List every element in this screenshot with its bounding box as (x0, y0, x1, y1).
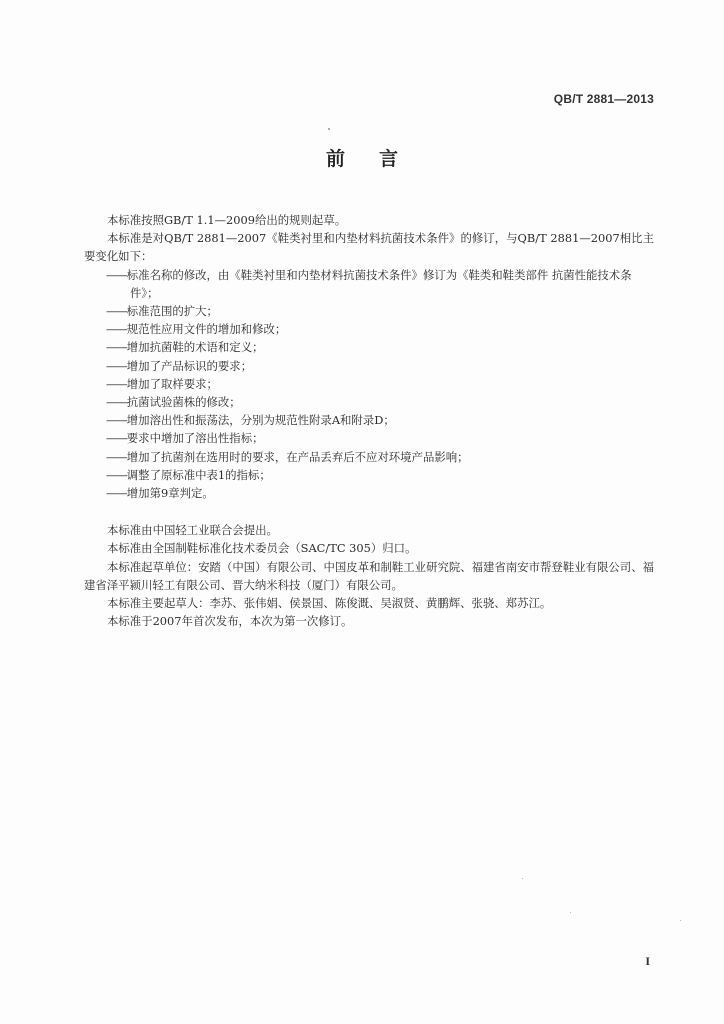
changes-list (84, 266, 654, 503)
list-item (84, 411, 654, 429)
outro-paragraph-1: 本标准由中国轻工业联合会提出。 (107, 523, 278, 538)
list-item (84, 302, 654, 320)
list-item-text: 规范性应用文件的增加和修改； (126, 322, 287, 337)
list-item (84, 448, 654, 466)
list-item (84, 338, 654, 356)
list-item-text: 标准名称的修改，由《鞋类衬里和内垫材料抗菌技术条件》修订为《鞋类和鞋类部件 抗菌性能技术条件》； (126, 267, 632, 300)
scan-speck (522, 878, 523, 879)
list-item-text: 调整了原标准中表1的指标； (126, 467, 271, 482)
list-item-text: 增加抗菌鞋的术语和定义； (126, 340, 264, 355)
list-item (84, 266, 654, 302)
list-item (84, 466, 654, 484)
outro-paragraph-3: 本标准起草单位：安踏（中国）有限公司、中国皮革和制鞋工业研究院、福建省南安市帮登鞋业有限公司、福建省泽平颍川轻工有限公司、晋大纳米科技（厦门）有限公司。 (84, 559, 654, 592)
dash-marker: —— (106, 467, 127, 482)
scan-speck (328, 128, 330, 130)
dash-marker: —— (106, 413, 127, 428)
list-item-text: 增加了抗菌剂在选用时的要求，在产品丢弃后不应对环境产品影响； (126, 449, 469, 464)
paragraph-gap (84, 502, 654, 521)
dash-marker: —— (106, 267, 127, 282)
outro-paragraph-4: 本标准主要起草人：李苏、张伟娟、侯景国、陈俊溉、吴淑贤、黄鹏辉、张骁、郑苏江。 (107, 596, 552, 611)
list-item-text: 增加溶出性和振荡法，分别为规范性附录A和附录D； (126, 413, 395, 428)
dash-marker: —— (106, 431, 127, 446)
list-item-text: 标准范围的扩大； (126, 304, 218, 319)
dash-marker: —— (106, 358, 127, 373)
list-item-text: 增加第9章判定。 (126, 486, 214, 501)
page-title: 前言 (325, 148, 432, 170)
list-item (84, 375, 654, 393)
dash-marker: —— (106, 486, 127, 501)
intro-paragraph-2: 本标准是对QB/T 2881—2007《鞋类衬里和内垫材料抗菌技术条件》的修订，与QB/T 2881—2007相比主要变化如下： (84, 231, 654, 264)
list-item-text: 抗菌试验菌株的修改； (126, 395, 241, 410)
dash-marker: —— (106, 322, 127, 337)
document-body (84, 211, 654, 630)
dash-marker: —— (106, 395, 127, 410)
scan-speck (570, 912, 571, 913)
standard-code: QB/T 2881—2013 (553, 92, 654, 106)
list-item (84, 320, 654, 338)
outro-paragraph-2: 本标准由全国制鞋标准化技术委员会（SAC/TC 305）归口。 (107, 541, 417, 556)
list-item-text: 要求中增加了溶出性指标； (126, 431, 264, 446)
list-item (84, 393, 654, 411)
dash-marker: —— (106, 376, 127, 391)
page-number: I (645, 954, 650, 968)
list-item-text: 增加了取样要求； (126, 376, 218, 391)
outro-paragraph-5: 本标准于2007年首次发布，本次为第一次修订。 (107, 614, 353, 629)
list-item-text: 增加了产品标识的要求； (126, 358, 253, 373)
dash-marker: —— (106, 340, 127, 355)
dash-marker: —— (106, 304, 127, 319)
list-item (84, 429, 654, 447)
dash-marker: —— (106, 449, 127, 464)
intro-paragraph-1: 本标准按照GB/T 1.1—2009给出的规则起草。 (107, 213, 347, 227)
list-item (84, 357, 654, 375)
list-item (84, 484, 654, 502)
scan-speck (680, 920, 681, 921)
